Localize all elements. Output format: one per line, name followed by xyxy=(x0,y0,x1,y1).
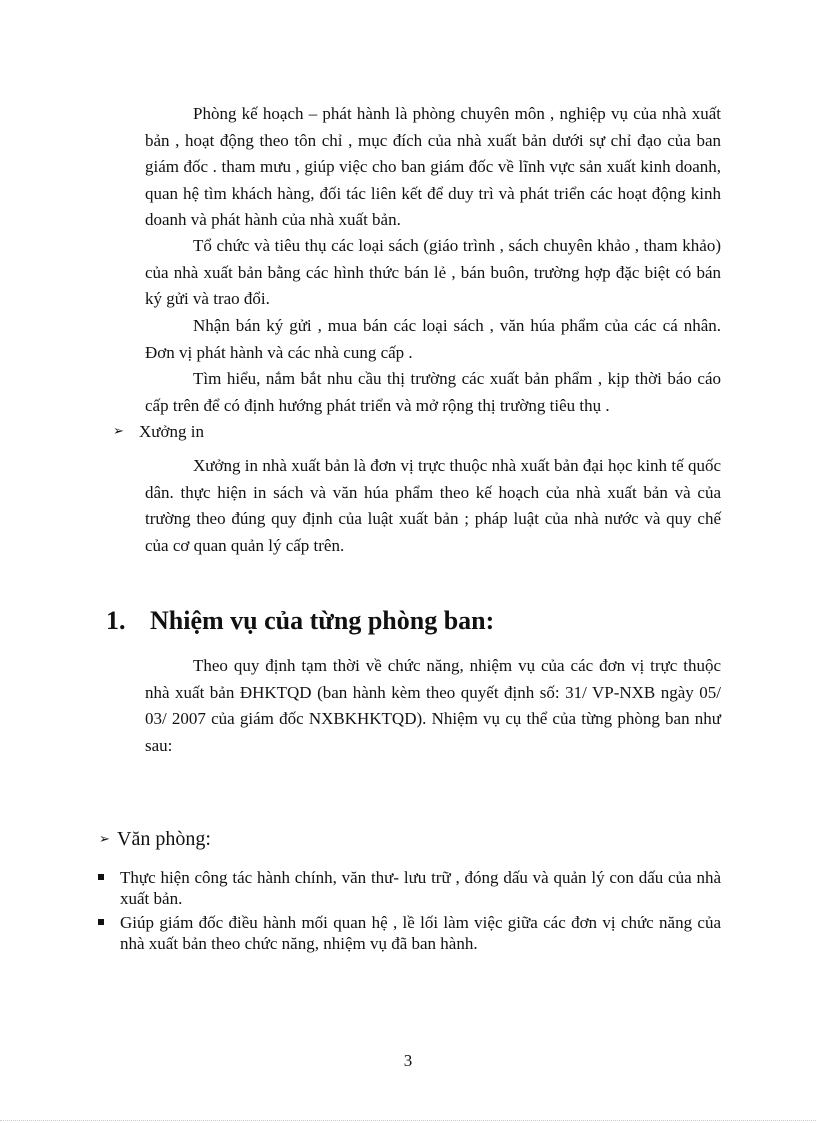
section-heading-text: Nhiệm vụ của từng phòng ban: xyxy=(150,606,495,635)
list-item-text: Thực hiện công tác hành chính, văn thư- lưu trữ , đóng dấu và quản lý con dấu của nhà xuất bản. xyxy=(120,868,721,908)
bullet-xuong-in xyxy=(113,419,204,445)
paragraph-nhan-ban-ky-gui: Nhận bán ký gửi , mua bán các loại sách , văn húa phẩm của các cá nhân. Đơn vị phát hành và các nhà cung cấp . xyxy=(145,316,721,362)
arrow-bullet-icon: ➢ xyxy=(113,424,124,439)
paragraph-to-chuc-tieu-thu: Tổ chức và tiêu thụ các loại sách (giáo trình , sách chuyên khảo , tham khảo) của nhà xuất bản bằng các hình thức bán lẻ , bán buôn, trường hợp đặc biệt có bán ký gửi và trao đổi. xyxy=(145,236,721,308)
bullet-van-phong-label: Văn phòng: xyxy=(117,828,211,850)
page-number: 3 xyxy=(403,1051,413,1070)
van-phong-task-list xyxy=(96,867,721,954)
section-heading xyxy=(106,604,494,638)
bullet-xuong-in-label: Xưởng in xyxy=(139,422,204,441)
square-bullet-icon xyxy=(98,874,104,880)
page-bottom-divider xyxy=(0,1120,816,1121)
paragraph-tim-hieu-thi-truong: Tìm hiểu, nắm bắt nhu cầu thị trường các xuất bản phẩm , kịp thời báo cáo cấp trên để có định hướng phát triển và mở rộng thị trường tiêu thụ . xyxy=(145,369,721,415)
list-item xyxy=(96,867,721,909)
arrow-bullet-icon: ➢ xyxy=(99,832,110,847)
list-item xyxy=(96,912,721,954)
paragraph-phong-ke-hoach: Phòng kế hoạch – phát hành là phòng chuyên môn , nghiệp vụ của nhà xuất bản , hoạt động theo tôn chỉ , mục đích của nhà xuất bản dưới sự chỉ đạo của ban giám đốc . tham mưu , giúp việc cho ban giám đốc về lĩnh vực sản xuất kinh doanh, quan hệ tìm khách hàng, đối tác liên kết để duy trì và phát triển các hoạt động kinh doanh và phát hành của nhà xuất bản. xyxy=(145,104,721,229)
bullet-van-phong xyxy=(99,826,211,853)
paragraph-quy-dinh: Theo quy định tạm thời về chức năng, nhiệm vụ của các đơn vị trực thuộc nhà xuất bản ĐHKTQD (ban hành kèm theo quyết định số: 31/ VP-NXB ngày 05/ 03/ 2007 của giám đốc NXBKHKTQD). Nhiệm vụ cụ thể của từng phòng ban như sau: xyxy=(145,656,721,755)
list-item-text: Giúp giám đốc điều hành mối quan hệ , lề lối làm việc giữa các đơn vị chức năng của nhà xuất bản theo chức năng, nhiệm vụ đã ban hành. xyxy=(120,913,721,953)
paragraph-xuong-in: Xưởng in nhà xuất bản là đơn vị trực thuộc nhà xuất bản đại học kinh tế quốc dân. thực hiện in sách và văn húa phẩm theo kế hoạch của nhà xuất bản và của trường theo đúng quy định của luật xuất bản ; pháp luật của nhà nước và quy chế của cơ quan quản lý cấp trên. xyxy=(145,456,721,555)
square-bullet-icon xyxy=(98,919,104,925)
section-heading-number: 1. xyxy=(106,606,126,635)
